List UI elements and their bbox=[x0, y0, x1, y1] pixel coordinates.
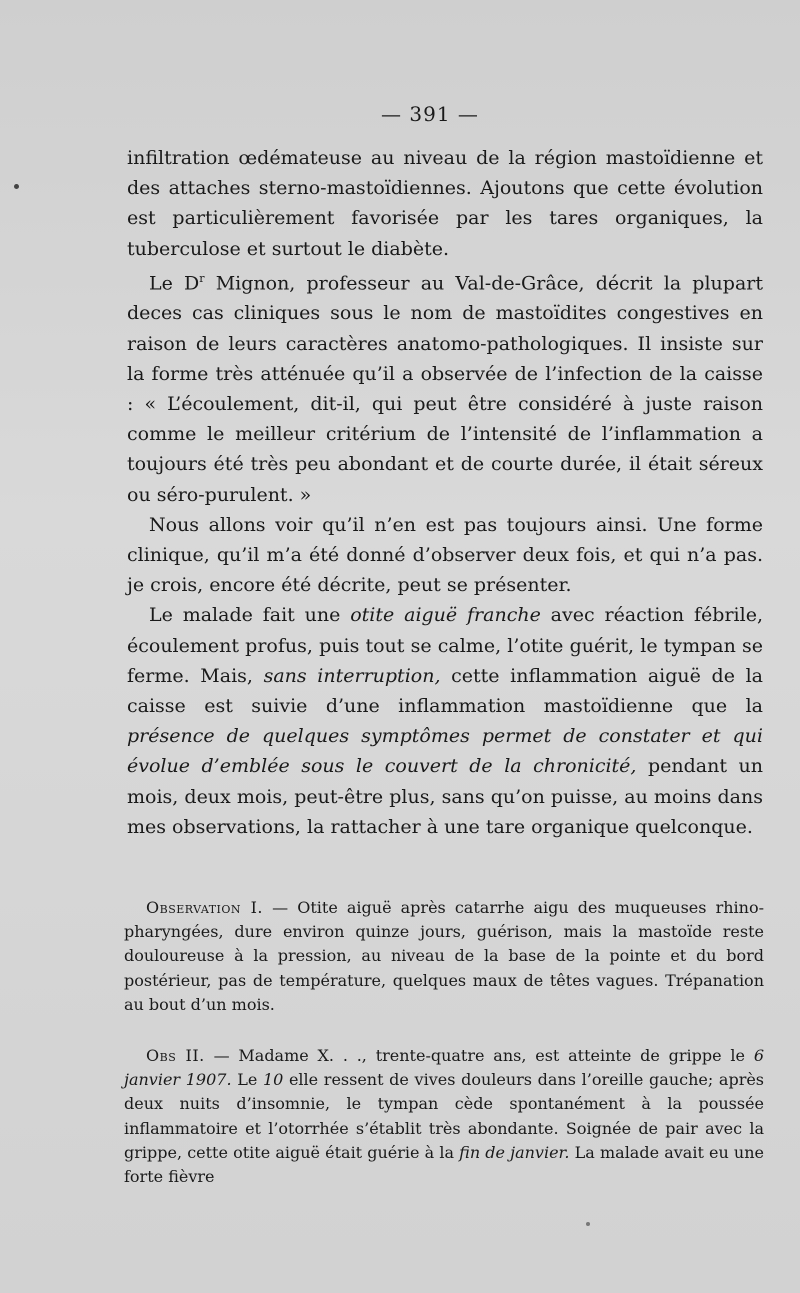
observation-2 bbox=[124, 1044, 764, 1189]
obs2-text-4: La malade avait eu une forte fièvre bbox=[124, 1142, 765, 1187]
ink-speck bbox=[14, 184, 19, 189]
obs2-text-3: elle ressent de vives douleurs dans l’oreille gauche; après deux nuits d’insomnie, le tympan cède spontanément à la poussée inflammatoire et l’otorrhée s’établit très abondante. Soignée de pair avec la grippe, cette otite aiguë était guérie à la bbox=[124, 1070, 765, 1162]
doctor-prefix: Le D bbox=[149, 272, 200, 295]
p4-text-2: avec réaction fébrile, écoulement profus, puis tout se calme, l’otite guérit, le tympan se ferme. Mais, bbox=[127, 604, 763, 687]
p4-italic-3: présence de quelques symptômes permet de constater et qui évolue d’emblée sous le couvert de la chronicité, bbox=[127, 725, 763, 778]
paragraph-2-text: Mignon, professeur au Val-de-Grâce, décrit la plupart deces cas cliniques sous le nom de mastoïdites congestives en raison de leurs caractères anatomo-pathologiques. Il insiste sur la forme très atténuée qu’il a observée de l’infection de la caisse : « L’écoulement, dit-il, qui peut être considéré à juste raison comme le meilleur critérium de l’intensité de l’inflammation a toujours été très peu abondant et de courte durée, il était séreux ou séro-purulent. » bbox=[127, 272, 763, 506]
p4-text-1: Le malade fait une bbox=[149, 604, 351, 627]
obs2-text-2: Le bbox=[231, 1070, 263, 1090]
observation-1-text: — Otite aiguë après catarrhe aigu des muqueuses rhino-pharyngées, dure environ quinze jours, guérison, mais la mastoïde reste douloureuse à la pression, au niveau de la base de la pointe et du bord postérieur, pas de température, quelques maux de têtes vagues. Trépanation au bout d’un mois. bbox=[124, 898, 764, 1014]
obs2-italic-date: 6 janvier 1907. bbox=[124, 1046, 764, 1090]
paragraph-2 bbox=[127, 264, 763, 510]
paragraph-1: infiltration œdémateuse au niveau de la région mastoïdienne et des attaches sterno-mastoïdiennes. Ajoutons que cette évolution est particulièrement favorisée par les tares organiques, la tuberculose et surtout le diabète. bbox=[127, 147, 763, 260]
p4-italic-2: sans interruption, bbox=[263, 664, 441, 687]
main-text bbox=[127, 143, 763, 842]
p4-italic-1: otite aiguë franche bbox=[350, 604, 541, 627]
ink-speck bbox=[586, 1222, 590, 1226]
paragraph-4 bbox=[127, 600, 763, 842]
doctor-superscript: r bbox=[199, 271, 205, 285]
observation-1 bbox=[124, 896, 764, 1017]
observation-1-label: Observation I. bbox=[146, 898, 264, 917]
observation-2-label: Obs II. bbox=[146, 1046, 205, 1065]
p4-text-4: pendant un mois, deux mois, peut-être plus, sans qu’on puisse, au moins dans mes observations, la rattacher à une tare organique quelconque. bbox=[127, 755, 763, 838]
page-number: — 391 — bbox=[381, 102, 479, 126]
obs2-text-1: — Madame X. . ., trente-quatre ans, est atteinte de grippe le bbox=[204, 1046, 754, 1065]
obs2-italic-day: 10 bbox=[262, 1070, 284, 1090]
p4-text-3: cette inflammation aiguë de la caisse est suivie d’une inflammation mastoïdienne que la bbox=[127, 664, 763, 717]
obs2-italic-end: fin de janvier. bbox=[459, 1142, 570, 1162]
paragraph-3: Nous allons voir qu’il n’en est pas toujours ainsi. Une forme clinique, qu’il m’a été donné d’observer deux fois, et qui n’a pas. je crois, encore été décrite, peut se présenter. bbox=[127, 513, 763, 597]
